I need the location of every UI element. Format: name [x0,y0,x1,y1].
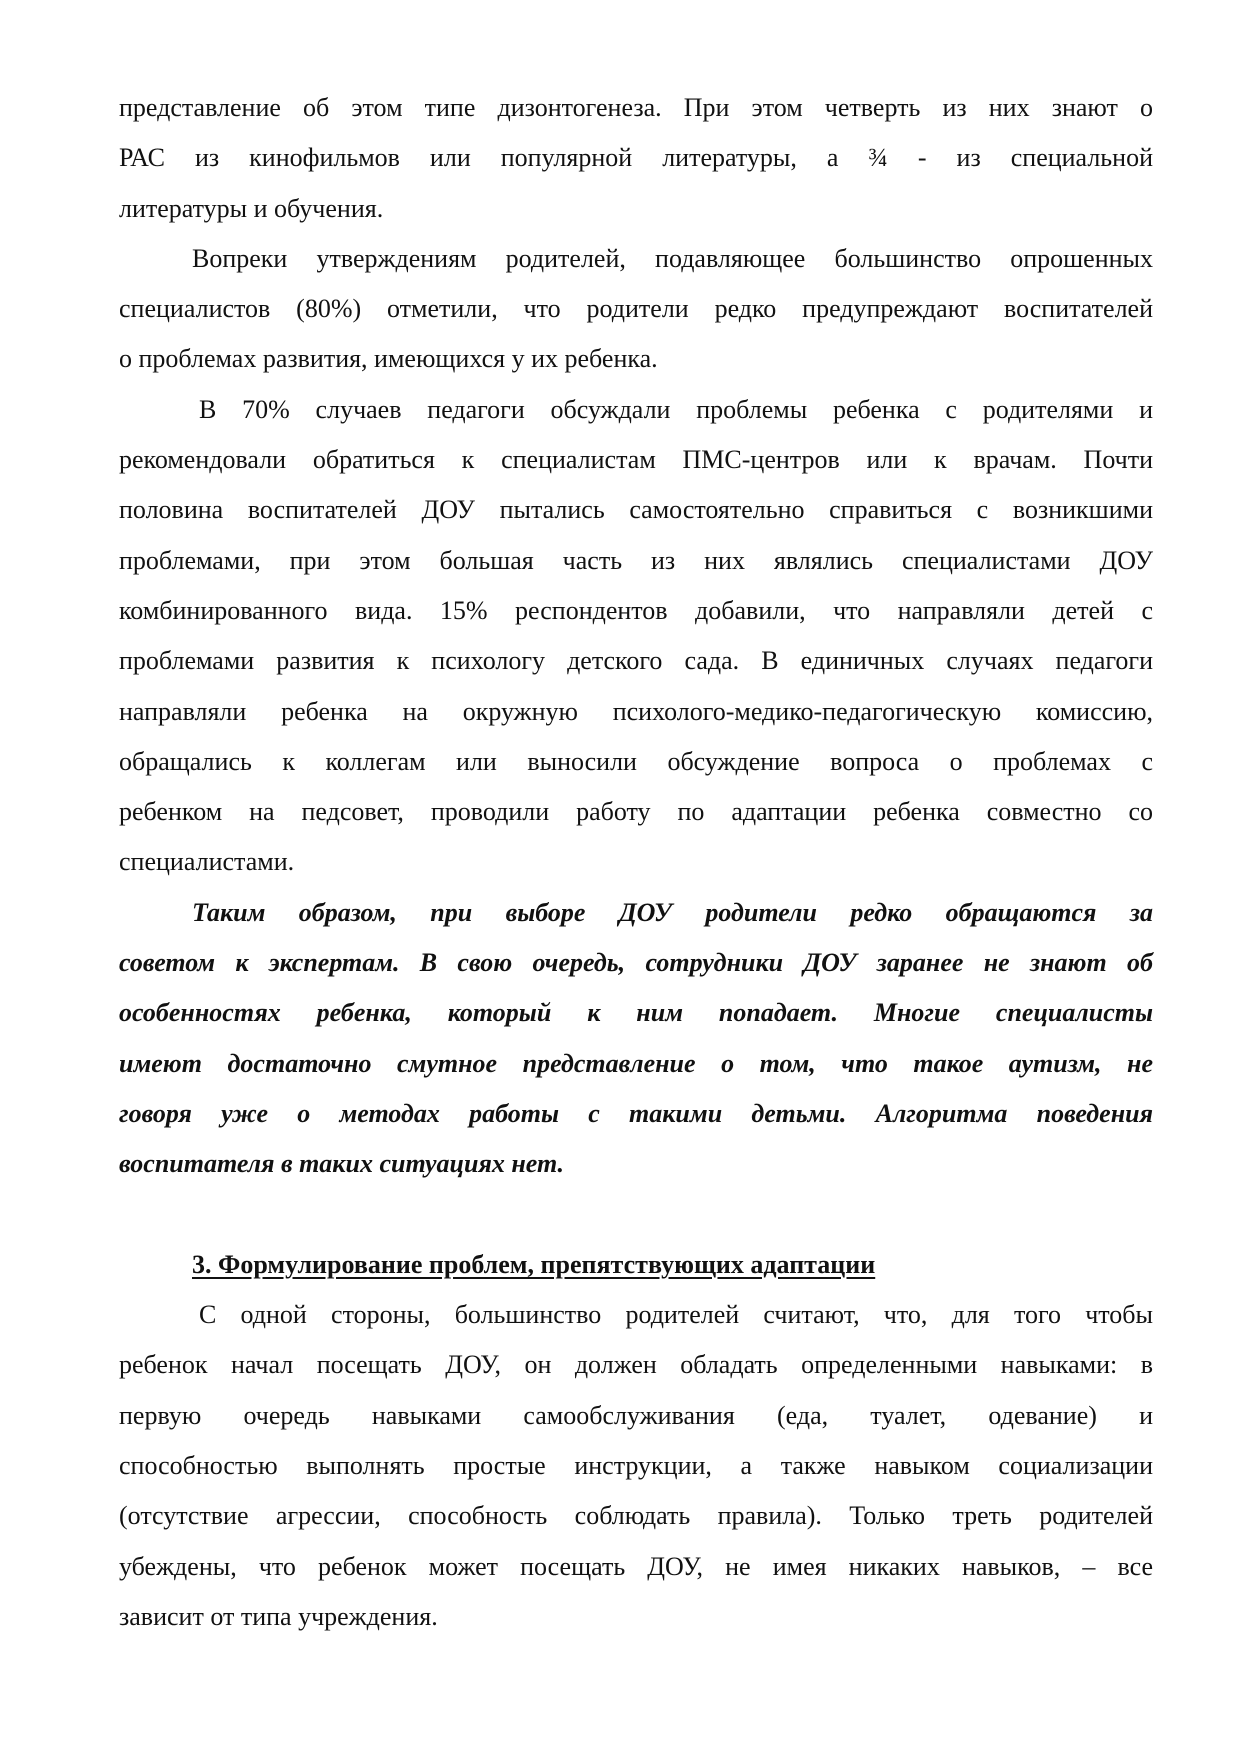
text-line: ребенок начал посещать ДОУ, он должен обладать определенными навыками: в [119,1350,1153,1380]
text-line: говоря уже о методах работы с такими детьми. Алгоритма поведения [119,1098,1153,1128]
document-page [119,83,1153,1642]
text-line: литературы и обучения. [119,193,384,223]
text-line: о проблемах развития, имеющихся у их ребенка. [119,344,658,374]
paragraph [119,234,1153,385]
paragraph [119,1290,1153,1642]
section-heading [119,1240,1153,1290]
text-line: С одной стороны, большинство родителей считают, что, для того чтобы [199,1300,1153,1330]
text-line: представление об этом типе дизонтогенеза. При этом четверть из них знают о [119,93,1153,122]
paragraph [119,888,1153,1190]
text-line: Вопреки утверждениям родителей, подавляющее большинство опрошенных [192,243,1153,273]
paragraph [119,385,1153,888]
text-line: особенностях ребенка, который к ним попадает. Многие специалисты [119,998,1153,1028]
text-line: половина воспитателей ДОУ пытались самостоятельно справиться с возникшими [119,495,1153,525]
text-line: рекомендовали обратиться к специалистам ПМС-центров или к врачам. Почти [119,445,1153,475]
text-line: воспитателя в таких ситуациях нет. [119,1149,565,1179]
text-line: советом к экспертам. В свою очередь, сотрудники ДОУ заранее не знают об [119,948,1153,978]
text-line: обращались к коллегам или выносили обсуждение вопроса о проблемах с [119,746,1153,776]
text-line [119,1240,1153,1290]
text-line: Таким образом, при выборе ДОУ родители редко обращаются за [192,897,1153,927]
text-line: первую очередь навыками самообслуживания (еда, туалет, одевание) и [119,1400,1153,1430]
text-line [119,1190,1153,1240]
text-line: ребенком на педсовет, проводили работу по адаптации ребенка совместно со [119,797,1153,827]
text-line: специалистами. [119,847,295,877]
text-line: В 70% случаев педагоги обсуждали проблемы ребенка с родителями и [199,394,1153,424]
text-line: зависит от типа учреждения. [119,1601,438,1631]
text-line: проблемами, при этом большая часть из них являлись специалистами ДОУ [119,545,1153,575]
text-line: комбинированного вида. 15% респондентов добавили, что направляли детей с [119,595,1153,625]
text-line: специалистов (80%) отметили, что родители редко предупреждают воспитателей [119,294,1153,324]
text-line: направляли ребенка на окружную психолого-медико-педагогическую комиссию, [119,696,1153,726]
heading-text: 3. Формулирование проблем, препятствующих адаптации [192,1249,876,1279]
text-line: имеют достаточно смутное представление о том, что такое аутизм, не [119,1048,1153,1078]
text-line: убеждены, что ребенок может посещать ДОУ, не имея никаких навыков, – все [119,1551,1153,1581]
text-line: способностью выполнять простые инструкции, а также навыком социализации [119,1451,1153,1481]
paragraph [119,83,1153,234]
text-line: РАС из кинофильмов или популярной литературы, а ¾ - из специальной [119,143,1153,173]
blank-line [119,1190,1153,1240]
text-line: проблемами развития к психологу детского сада. В единичных случаях педагоги [119,646,1153,676]
text-line: (отсутствие агрессии, способность соблюдать правила). Только треть родителей [119,1501,1153,1531]
